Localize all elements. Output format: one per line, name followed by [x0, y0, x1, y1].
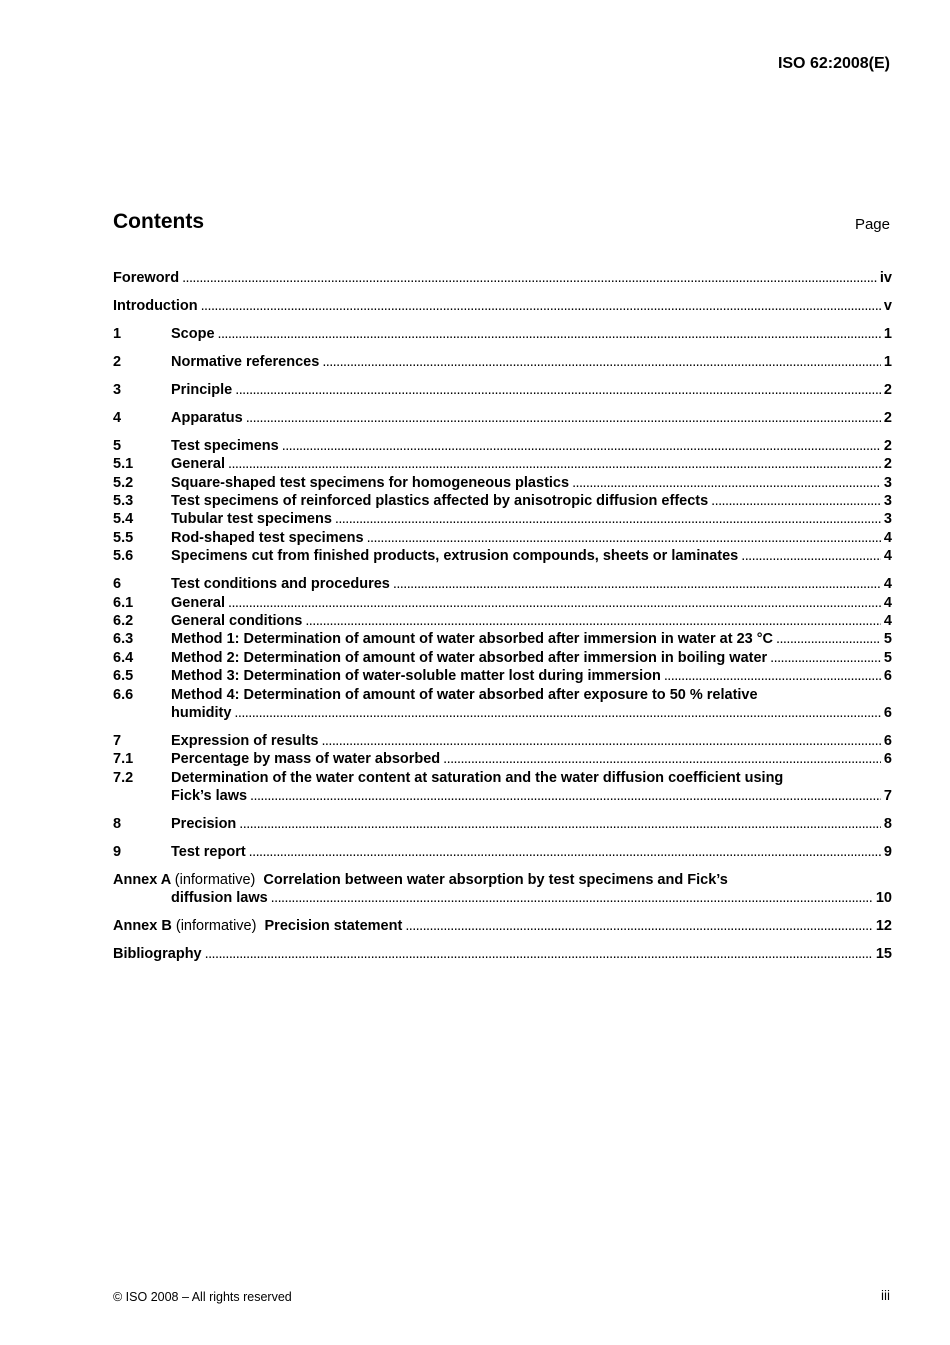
toc-page-number: 5 [883, 631, 892, 648]
toc-page-number: 6 [883, 668, 892, 685]
toc-title-continued: diffusion laws [171, 890, 268, 907]
contents-heading: Contents [113, 210, 204, 233]
toc-title: Rod-shaped test specimens [171, 529, 364, 546]
leader-dots [201, 297, 881, 315]
toc-title: Specimens cut from finished products, extrusion compounds, sheets or laminates [171, 548, 739, 565]
toc-title: Bibliography [113, 946, 202, 963]
leader-dots [741, 547, 881, 565]
toc-page-number: 1 [883, 353, 892, 370]
toc-line [113, 269, 892, 287]
toc-title: Foreword [113, 270, 180, 286]
toc-page-number: 6 [883, 732, 892, 749]
leader-dots [335, 510, 881, 528]
leader-dots [776, 630, 881, 648]
leader-dots [218, 325, 881, 343]
toc-page-number: 9 [883, 844, 892, 861]
toc-number: 6.3 [113, 631, 134, 648]
toc-entry[interactable] [113, 381, 892, 399]
toc-line [113, 575, 892, 593]
toc-number: 5.4 [113, 511, 134, 528]
toc-page-number: 4 [883, 576, 892, 593]
toc-entry[interactable] [113, 575, 892, 593]
toc-line [113, 686, 892, 704]
toc-title: General conditions [171, 613, 303, 630]
toc-entry[interactable] [113, 871, 892, 908]
toc-title: Tubular test specimens [171, 511, 332, 528]
toc-entry[interactable] [113, 843, 892, 861]
leader-dots [664, 667, 881, 685]
toc-page-number: 7 [883, 788, 892, 805]
footer-copyright: © ISO 2008 – All rights reserved [113, 1290, 292, 1304]
toc-entry[interactable] [113, 409, 892, 427]
toc-title [113, 917, 402, 935]
toc-line [113, 732, 892, 750]
toc-title: Square-shaped test specimens for homogeneous plastics [171, 474, 570, 491]
toc-line [113, 325, 892, 343]
leader-dots [228, 455, 881, 473]
toc-entry[interactable] [113, 437, 892, 455]
toc-page-number: 12 [875, 918, 892, 935]
toc-number: 6.5 [113, 668, 134, 685]
toc-entry[interactable] [113, 612, 892, 630]
toc-line [113, 510, 892, 528]
toc-title: General [171, 594, 225, 611]
toc-title: Normative references [171, 353, 320, 370]
toc-entry[interactable] [113, 945, 892, 963]
toc-line [113, 455, 892, 473]
toc-number: 7.2 [113, 769, 134, 786]
toc-line [113, 474, 892, 492]
toc-line [113, 437, 892, 455]
toc-entry[interactable] [113, 667, 892, 685]
leader-dots [250, 787, 881, 805]
toc-page-number: 1 [883, 325, 892, 342]
toc-page-number: 2 [883, 409, 892, 426]
toc-title: Principle [171, 381, 233, 398]
toc-title-continued: humidity [171, 704, 232, 721]
leader-dots [322, 353, 881, 371]
toc-entry[interactable] [113, 732, 892, 750]
annex-title: Precision statement [264, 918, 403, 935]
toc-page-number: iv [879, 270, 892, 286]
toc-page-number: 15 [875, 946, 892, 963]
annex-informative-tag: (informative) [175, 918, 257, 935]
toc-number: 6.6 [113, 686, 134, 703]
toc-page-number: v [883, 297, 892, 314]
toc-page-number: 6 [883, 704, 892, 721]
toc-title: Method 4: Determination of amount of water absorbed after exposure to 50 % relative [171, 686, 758, 703]
leader-dots [405, 917, 873, 935]
toc-line [113, 649, 892, 667]
annex-informative-tag: (informative) [174, 872, 256, 889]
toc-entry[interactable] [113, 297, 892, 315]
toc-title [113, 871, 728, 889]
toc-number: 3 [113, 381, 122, 398]
toc-line [113, 843, 892, 861]
toc-number: 7.1 [113, 751, 134, 768]
toc-title: Method 2: Determination of amount of water absorbed after immersion in boiling water [171, 649, 768, 666]
toc-number: 5.3 [113, 493, 134, 510]
toc-line [113, 492, 892, 510]
toc-page-number: 2 [883, 456, 892, 473]
toc-page-number: 3 [883, 511, 892, 528]
toc-line-continued [113, 787, 892, 805]
toc-number: 5.5 [113, 529, 134, 546]
toc-title: Scope [171, 325, 215, 342]
annex-label: Annex B [113, 918, 172, 935]
toc-number: 6.2 [113, 613, 134, 630]
toc-title: Percentage by mass of water absorbed [171, 751, 441, 768]
toc-title: Method 1: Determination of amount of water absorbed after immersion in water at 23 °C [171, 631, 774, 648]
annex-label: Annex A [113, 872, 171, 889]
table-of-contents [113, 269, 892, 964]
toc-number: 5.1 [113, 456, 134, 473]
toc-number: 1 [113, 325, 122, 342]
toc-entry[interactable] [113, 269, 892, 287]
toc-page-number: 2 [883, 381, 892, 398]
toc-title: Test report [171, 844, 246, 861]
toc-page-number: 3 [883, 493, 892, 510]
footer-page-number: iii [881, 1288, 890, 1303]
toc-entry[interactable] [113, 455, 892, 473]
toc-title: Apparatus [171, 409, 243, 426]
toc-number: 9 [113, 844, 122, 861]
toc-line [113, 750, 892, 768]
toc-entry[interactable] [113, 594, 892, 612]
toc-title: Test specimens of reinforced plastics affected by anisotropic diffusion effects [171, 493, 709, 510]
leader-dots [249, 843, 881, 861]
toc-page-number: 5 [883, 649, 892, 666]
leader-dots [711, 492, 881, 510]
toc-entry[interactable] [113, 686, 892, 723]
leader-dots [271, 889, 873, 907]
toc-title-continued: Fick’s laws [171, 788, 248, 805]
toc-entry[interactable] [113, 769, 892, 806]
toc-line [113, 547, 892, 565]
toc-entry[interactable] [113, 630, 892, 648]
leader-dots [182, 269, 877, 287]
toc-line [113, 297, 892, 315]
toc-line [113, 871, 892, 889]
toc-title: Test conditions and procedures [171, 576, 390, 593]
toc-page-number: 4 [883, 529, 892, 546]
leader-dots [246, 409, 881, 427]
toc-number: 2 [113, 353, 122, 370]
toc-page-number: 2 [883, 437, 892, 454]
toc-line-continued [113, 889, 892, 907]
toc-title: Determination of the water content at saturation and the water diffusion coefficient using [171, 769, 784, 786]
toc-entry[interactable] [113, 325, 892, 343]
toc-page-number: 4 [883, 594, 892, 611]
toc-page-number: 6 [883, 751, 892, 768]
toc-title: Introduction [113, 297, 198, 314]
toc-line [113, 381, 892, 399]
toc-entry[interactable] [113, 917, 892, 935]
leader-dots [367, 529, 881, 547]
toc-entry[interactable] [113, 510, 892, 528]
toc-page-number: 10 [875, 890, 892, 907]
toc-number: 5.2 [113, 474, 134, 491]
page-column-label: Page [854, 216, 890, 233]
leader-dots [393, 575, 881, 593]
toc-title: Method 3: Determination of water-soluble matter lost during immersion [171, 668, 661, 685]
toc-line [113, 630, 892, 648]
toc-entry[interactable] [113, 750, 892, 768]
toc-entry[interactable] [113, 815, 892, 833]
toc-entry[interactable] [113, 474, 892, 492]
toc-page-number: 4 [883, 613, 892, 630]
toc-page-number: 4 [883, 548, 892, 565]
toc-line [113, 815, 892, 833]
toc-title: General [171, 456, 225, 473]
toc-number: 5 [113, 437, 122, 454]
toc-entry[interactable] [113, 492, 892, 510]
leader-dots [321, 732, 880, 750]
leader-dots [205, 945, 873, 963]
leader-dots [234, 704, 881, 722]
toc-entry[interactable] [113, 649, 892, 667]
leader-dots [235, 381, 881, 399]
leader-dots [239, 815, 881, 833]
leader-dots [443, 750, 881, 768]
toc-line [113, 667, 892, 685]
toc-page-number: 8 [883, 816, 892, 833]
leader-dots [282, 437, 881, 455]
toc-entry[interactable] [113, 547, 892, 565]
toc-line [113, 353, 892, 371]
toc-line [113, 612, 892, 630]
toc-number: 8 [113, 816, 122, 833]
toc-line [113, 769, 892, 787]
toc-entry[interactable] [113, 353, 892, 371]
toc-line [113, 945, 892, 963]
leader-dots [228, 594, 881, 612]
toc-number: 6 [113, 576, 122, 593]
leader-dots [305, 612, 881, 630]
toc-line [113, 594, 892, 612]
toc-line-continued [113, 704, 892, 722]
leader-dots [770, 649, 881, 667]
toc-number: 6.1 [113, 594, 134, 611]
toc-title: Precision [171, 816, 237, 833]
toc-number: 5.6 [113, 548, 134, 565]
toc-page-number: 3 [883, 474, 892, 491]
annex-title: Correlation between water absorption by test specimens and Fick’s [263, 872, 728, 889]
toc-line [113, 409, 892, 427]
toc-title: Expression of results [171, 732, 319, 749]
document-id: ISO 62:2008(E) [777, 55, 890, 72]
toc-title: Test specimens [171, 437, 279, 454]
toc-line [113, 917, 892, 935]
toc-entry[interactable] [113, 529, 892, 547]
toc-number: 4 [113, 409, 122, 426]
toc-line [113, 529, 892, 547]
toc-number: 7 [113, 732, 122, 749]
toc-number: 6.4 [113, 649, 134, 666]
leader-dots [572, 474, 881, 492]
